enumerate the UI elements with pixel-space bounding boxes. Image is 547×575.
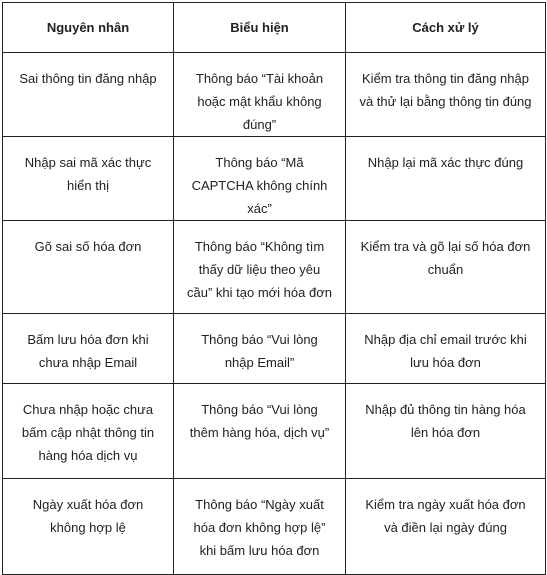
header-cause: Nguyên nhân: [3, 3, 174, 53]
symptom-cell: Thông báo “Ngày xuất hóa đơn không hợp lệ” khi bấm lưu hóa đơn: [174, 479, 346, 575]
table-row: [3, 314, 546, 384]
cause-cell: Bấm lưu hóa đơn khi chưa nhập Email: [3, 314, 174, 384]
symptom-cell: Thông báo “Vui lòng thêm hàng hóa, dịch vụ”: [174, 384, 346, 479]
solution-cell: Kiểm tra ngày xuất hóa đơn và điền lại ngày đúng: [346, 479, 546, 575]
solution-cell: Nhập lại mã xác thực đúng: [346, 137, 546, 221]
header-row: [3, 3, 546, 53]
solution-cell: Kiểm tra thông tin đăng nhập và thử lại bằng thông tin đúng: [346, 53, 546, 137]
cause-cell: Sai thông tin đăng nhập: [3, 53, 174, 137]
header-symptom: Biểu hiện: [174, 3, 346, 53]
table-row: [3, 384, 546, 479]
header-solution: Cách xử lý: [346, 3, 546, 53]
solution-cell: Kiểm tra và gõ lại số hóa đơn chuẩn: [346, 221, 546, 314]
troubleshooting-table-container: [2, 2, 545, 558]
troubleshooting-table: [2, 2, 546, 575]
table-row: [3, 53, 546, 137]
table-row: [3, 137, 546, 221]
solution-cell: Nhập đủ thông tin hàng hóa lên hóa đơn: [346, 384, 546, 479]
symptom-cell: Thông báo “Vui lòng nhập Email”: [174, 314, 346, 384]
solution-cell: Nhập địa chỉ email trước khi lưu hóa đơn: [346, 314, 546, 384]
cause-cell: Nhập sai mã xác thực hiển thị: [3, 137, 174, 221]
symptom-cell: Thông báo “Tài khoản hoặc mật khẩu không đúng”: [174, 53, 346, 137]
cause-cell: Gõ sai số hóa đơn: [3, 221, 174, 314]
cause-cell: Ngày xuất hóa đơn không hợp lệ: [3, 479, 174, 575]
table-row: [3, 479, 546, 575]
symptom-cell: Thông báo “Không tìm thấy dữ liệu theo yêu cầu” khi tạo mới hóa đơn: [174, 221, 346, 314]
symptom-cell: Thông báo “Mã CAPTCHA không chính xác”: [174, 137, 346, 221]
cause-cell: Chưa nhập hoặc chưa bấm cập nhật thông tin hàng hóa dịch vụ: [3, 384, 174, 479]
table-row: [3, 221, 546, 314]
